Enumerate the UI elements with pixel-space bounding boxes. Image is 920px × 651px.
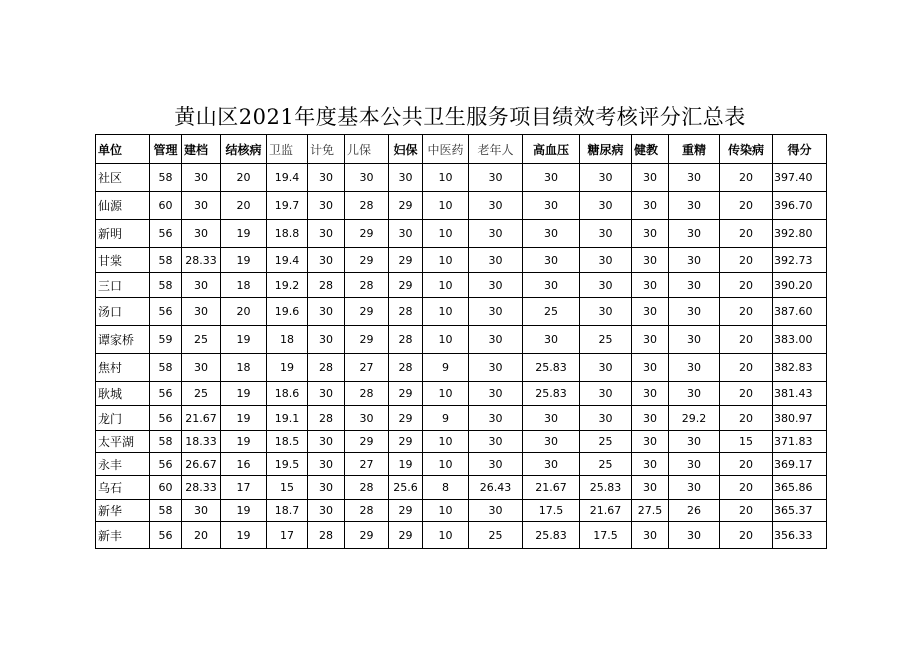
cell-hypertension: 30 [523, 192, 580, 220]
cell-hypertension: 30 [523, 248, 580, 273]
cell-tcm: 10 [423, 248, 469, 273]
cell-immunization: 30 [308, 298, 345, 326]
cell-management: 58 [150, 431, 182, 453]
cell-mental-health: 30 [669, 382, 720, 406]
cell-elderly: 30 [469, 326, 523, 354]
cell-diabetes: 25 [580, 431, 632, 453]
cell-records: 21.67 [182, 406, 221, 431]
cell-score: 369.17 [773, 453, 827, 476]
cell-score: 382.83 [773, 354, 827, 382]
cell-diabetes: 25 [580, 326, 632, 354]
cell-unit: 三口 [96, 273, 150, 298]
cell-immunization: 30 [308, 500, 345, 522]
cell-health-education: 30 [632, 326, 669, 354]
table-row-longmen [96, 406, 827, 431]
cell-immunization: 30 [308, 164, 345, 192]
cell-tuberculosis: 20 [221, 164, 267, 192]
cell-tcm: 10 [423, 453, 469, 476]
header-cell-hypertension: 高血压 [523, 135, 580, 164]
cell-tuberculosis: 19 [221, 522, 267, 549]
table-row-xinming [96, 220, 827, 248]
cell-elderly: 26.43 [469, 476, 523, 500]
cell-hypertension: 17.5 [523, 500, 580, 522]
cell-maternal-care: 29 [389, 192, 423, 220]
cell-management: 60 [150, 192, 182, 220]
cell-health-supervision: 19.6 [267, 298, 308, 326]
cell-management: 56 [150, 406, 182, 431]
header-cell-records: 建档 [182, 135, 221, 164]
cell-diabetes: 25 [580, 453, 632, 476]
cell-tcm: 10 [423, 431, 469, 453]
cell-maternal-care: 29 [389, 382, 423, 406]
cell-diabetes: 25.83 [580, 476, 632, 500]
cell-records: 30 [182, 500, 221, 522]
cell-maternal-care: 28 [389, 298, 423, 326]
cell-child-care: 29 [345, 522, 389, 549]
cell-child-care: 28 [345, 192, 389, 220]
table-row-jiaocun [96, 354, 827, 382]
cell-immunization: 30 [308, 220, 345, 248]
cell-records: 30 [182, 220, 221, 248]
cell-health-education: 30 [632, 248, 669, 273]
cell-health-education: 30 [632, 431, 669, 453]
cell-tuberculosis: 19 [221, 406, 267, 431]
cell-infectious-disease: 20 [720, 522, 773, 549]
cell-tcm: 10 [423, 164, 469, 192]
cell-diabetes: 30 [580, 220, 632, 248]
cell-records: 30 [182, 298, 221, 326]
cell-infectious-disease: 20 [720, 354, 773, 382]
cell-infectious-disease: 20 [720, 220, 773, 248]
cell-maternal-care: 29 [389, 273, 423, 298]
cell-management: 56 [150, 298, 182, 326]
cell-tcm: 9 [423, 406, 469, 431]
score-summary-table [95, 134, 827, 549]
cell-immunization: 28 [308, 273, 345, 298]
cell-tcm: 10 [423, 382, 469, 406]
cell-unit: 谭家桥 [96, 326, 150, 354]
cell-score: 365.37 [773, 500, 827, 522]
cell-mental-health: 30 [669, 354, 720, 382]
cell-mental-health: 30 [669, 273, 720, 298]
cell-health-supervision: 18.5 [267, 431, 308, 453]
cell-hypertension: 25.83 [523, 354, 580, 382]
cell-records: 30 [182, 354, 221, 382]
cell-records: 30 [182, 192, 221, 220]
header-cell-tuberculosis: 结核病 [221, 135, 267, 164]
cell-tuberculosis: 20 [221, 298, 267, 326]
cell-unit: 新华 [96, 500, 150, 522]
cell-unit: 龙门 [96, 406, 150, 431]
cell-management: 60 [150, 476, 182, 500]
cell-tcm: 10 [423, 500, 469, 522]
cell-infectious-disease: 20 [720, 273, 773, 298]
cell-health-supervision: 18 [267, 326, 308, 354]
cell-maternal-care: 29 [389, 522, 423, 549]
cell-health-supervision: 19.1 [267, 406, 308, 431]
cell-elderly: 30 [469, 354, 523, 382]
cell-mental-health: 29.2 [669, 406, 720, 431]
cell-immunization: 30 [308, 476, 345, 500]
cell-maternal-care: 25.6 [389, 476, 423, 500]
cell-diabetes: 30 [580, 273, 632, 298]
cell-records: 20 [182, 522, 221, 549]
cell-records: 18.33 [182, 431, 221, 453]
table-row-tanjiaqiao [96, 326, 827, 354]
cell-infectious-disease: 20 [720, 164, 773, 192]
table-row-shequ [96, 164, 827, 192]
cell-diabetes: 30 [580, 164, 632, 192]
cell-tuberculosis: 19 [221, 326, 267, 354]
header-cell-diabetes: 糖尿病 [580, 135, 632, 164]
header-cell-health-supervision: 卫监 [267, 135, 308, 164]
header-row [96, 135, 827, 164]
cell-unit: 耿城 [96, 382, 150, 406]
cell-tuberculosis: 19 [221, 500, 267, 522]
cell-mental-health: 30 [669, 248, 720, 273]
cell-tuberculosis: 16 [221, 453, 267, 476]
cell-health-supervision: 17 [267, 522, 308, 549]
cell-diabetes: 17.5 [580, 522, 632, 549]
cell-tuberculosis: 18 [221, 354, 267, 382]
cell-health-education: 30 [632, 476, 669, 500]
table-row-wushi [96, 476, 827, 500]
cell-health-supervision: 19.5 [267, 453, 308, 476]
cell-score: 397.40 [773, 164, 827, 192]
cell-maternal-care: 29 [389, 431, 423, 453]
cell-child-care: 30 [345, 406, 389, 431]
cell-mental-health: 30 [669, 326, 720, 354]
cell-health-supervision: 18.6 [267, 382, 308, 406]
cell-records: 28.33 [182, 476, 221, 500]
cell-maternal-care: 29 [389, 406, 423, 431]
cell-tcm: 10 [423, 326, 469, 354]
cell-infectious-disease: 20 [720, 382, 773, 406]
cell-records: 30 [182, 273, 221, 298]
cell-management: 58 [150, 354, 182, 382]
cell-health-supervision: 18.8 [267, 220, 308, 248]
header-cell-score: 得分 [773, 135, 827, 164]
cell-diabetes: 30 [580, 298, 632, 326]
cell-maternal-care: 29 [389, 500, 423, 522]
cell-health-supervision: 19.4 [267, 164, 308, 192]
cell-tcm: 10 [423, 522, 469, 549]
cell-immunization: 28 [308, 354, 345, 382]
cell-elderly: 30 [469, 164, 523, 192]
cell-infectious-disease: 20 [720, 500, 773, 522]
cell-elderly: 30 [469, 382, 523, 406]
cell-records: 26.67 [182, 453, 221, 476]
cell-elderly: 30 [469, 453, 523, 476]
cell-health-education: 30 [632, 220, 669, 248]
cell-unit: 太平湖 [96, 431, 150, 453]
cell-maternal-care: 28 [389, 354, 423, 382]
cell-hypertension: 30 [523, 326, 580, 354]
cell-score: 381.43 [773, 382, 827, 406]
cell-tcm: 10 [423, 298, 469, 326]
cell-unit: 汤口 [96, 298, 150, 326]
cell-elderly: 30 [469, 406, 523, 431]
cell-score: 383.00 [773, 326, 827, 354]
cell-immunization: 30 [308, 453, 345, 476]
cell-elderly: 30 [469, 220, 523, 248]
cell-immunization: 30 [308, 382, 345, 406]
cell-child-care: 29 [345, 298, 389, 326]
table-row-tangkou [96, 298, 827, 326]
cell-health-education: 30 [632, 382, 669, 406]
cell-health-education: 30 [632, 453, 669, 476]
cell-tcm: 10 [423, 220, 469, 248]
cell-hypertension: 30 [523, 164, 580, 192]
cell-infectious-disease: 20 [720, 453, 773, 476]
table-row-xinfeng [96, 522, 827, 549]
cell-child-care: 27 [345, 453, 389, 476]
table-row-taipinghu [96, 431, 827, 453]
cell-immunization: 30 [308, 431, 345, 453]
cell-health-supervision: 18.7 [267, 500, 308, 522]
cell-health-education: 30 [632, 192, 669, 220]
cell-unit: 仙源 [96, 192, 150, 220]
cell-elderly: 30 [469, 298, 523, 326]
cell-unit: 新丰 [96, 522, 150, 549]
cell-score: 392.80 [773, 220, 827, 248]
cell-management: 58 [150, 500, 182, 522]
cell-health-supervision: 19.4 [267, 248, 308, 273]
header-cell-child-care: 儿保 [345, 135, 389, 164]
cell-records: 30 [182, 164, 221, 192]
cell-mental-health: 26 [669, 500, 720, 522]
cell-unit: 社区 [96, 164, 150, 192]
table-row-gengcheng [96, 382, 827, 406]
cell-hypertension: 30 [523, 453, 580, 476]
cell-health-education: 30 [632, 298, 669, 326]
cell-infectious-disease: 15 [720, 431, 773, 453]
cell-health-education: 30 [632, 522, 669, 549]
table-row-xinhua [96, 500, 827, 522]
cell-elderly: 30 [469, 248, 523, 273]
cell-health-education: 30 [632, 406, 669, 431]
cell-score: 396.70 [773, 192, 827, 220]
cell-health-supervision: 19 [267, 354, 308, 382]
cell-mental-health: 30 [669, 476, 720, 500]
cell-infectious-disease: 20 [720, 326, 773, 354]
cell-health-supervision: 15 [267, 476, 308, 500]
cell-records: 25 [182, 326, 221, 354]
cell-diabetes: 30 [580, 382, 632, 406]
cell-mental-health: 30 [669, 453, 720, 476]
cell-health-supervision: 19.7 [267, 192, 308, 220]
header-cell-elderly: 老年人 [469, 135, 523, 164]
cell-tuberculosis: 17 [221, 476, 267, 500]
cell-records: 28.33 [182, 248, 221, 273]
header-cell-health-education: 健教 [632, 135, 669, 164]
cell-management: 56 [150, 220, 182, 248]
cell-child-care: 29 [345, 431, 389, 453]
cell-health-education: 30 [632, 354, 669, 382]
cell-mental-health: 30 [669, 431, 720, 453]
cell-score: 387.60 [773, 298, 827, 326]
cell-hypertension: 21.67 [523, 476, 580, 500]
cell-diabetes: 21.67 [580, 500, 632, 522]
table-row-xianyuan [96, 192, 827, 220]
cell-infectious-disease: 20 [720, 476, 773, 500]
cell-score: 371.83 [773, 431, 827, 453]
cell-hypertension: 30 [523, 431, 580, 453]
cell-health-education: 30 [632, 164, 669, 192]
cell-tuberculosis: 20 [221, 192, 267, 220]
cell-score: 380.97 [773, 406, 827, 431]
cell-mental-health: 30 [669, 522, 720, 549]
cell-child-care: 28 [345, 476, 389, 500]
table-row-yongfeng [96, 453, 827, 476]
cell-tuberculosis: 19 [221, 220, 267, 248]
cell-hypertension: 25 [523, 298, 580, 326]
cell-elderly: 25 [469, 522, 523, 549]
cell-immunization: 30 [308, 248, 345, 273]
cell-maternal-care: 28 [389, 326, 423, 354]
cell-infectious-disease: 20 [720, 248, 773, 273]
page-title: 黄山区2021年度基本公共卫生服务项目绩效考核评分汇总表 [174, 105, 746, 129]
cell-tuberculosis: 18 [221, 273, 267, 298]
cell-child-care: 27 [345, 354, 389, 382]
cell-immunization: 30 [308, 326, 345, 354]
header-cell-mental-health: 重精 [669, 135, 720, 164]
cell-health-education: 27.5 [632, 500, 669, 522]
table-row-sankou [96, 273, 827, 298]
cell-tcm: 9 [423, 354, 469, 382]
cell-hypertension: 25.83 [523, 382, 580, 406]
cell-management: 58 [150, 164, 182, 192]
cell-diabetes: 30 [580, 354, 632, 382]
cell-tcm: 8 [423, 476, 469, 500]
cell-hypertension: 30 [523, 273, 580, 298]
cell-hypertension: 30 [523, 220, 580, 248]
cell-score: 390.20 [773, 273, 827, 298]
cell-tcm: 10 [423, 273, 469, 298]
cell-score: 365.86 [773, 476, 827, 500]
cell-score: 392.73 [773, 248, 827, 273]
cell-mental-health: 30 [669, 298, 720, 326]
header-cell-immunization: 计免 [308, 135, 345, 164]
cell-immunization: 28 [308, 522, 345, 549]
cell-infectious-disease: 20 [720, 406, 773, 431]
cell-unit: 永丰 [96, 453, 150, 476]
cell-management: 59 [150, 326, 182, 354]
cell-tcm: 10 [423, 192, 469, 220]
header-cell-infectious-disease: 传染病 [720, 135, 773, 164]
cell-child-care: 30 [345, 164, 389, 192]
cell-mental-health: 30 [669, 220, 720, 248]
cell-health-education: 30 [632, 273, 669, 298]
cell-mental-health: 30 [669, 164, 720, 192]
cell-diabetes: 30 [580, 192, 632, 220]
cell-score: 356.33 [773, 522, 827, 549]
cell-child-care: 28 [345, 500, 389, 522]
cell-elderly: 30 [469, 500, 523, 522]
cell-elderly: 30 [469, 431, 523, 453]
cell-maternal-care: 19 [389, 453, 423, 476]
cell-child-care: 29 [345, 326, 389, 354]
cell-infectious-disease: 20 [720, 298, 773, 326]
cell-tuberculosis: 19 [221, 431, 267, 453]
cell-mental-health: 30 [669, 192, 720, 220]
cell-unit: 甘棠 [96, 248, 150, 273]
cell-management: 56 [150, 522, 182, 549]
cell-unit: 乌石 [96, 476, 150, 500]
cell-elderly: 30 [469, 273, 523, 298]
cell-diabetes: 30 [580, 406, 632, 431]
table-row-gantang [96, 248, 827, 273]
cell-diabetes: 30 [580, 248, 632, 273]
header-cell-maternal-care: 妇保 [389, 135, 423, 164]
cell-child-care: 28 [345, 382, 389, 406]
cell-immunization: 28 [308, 406, 345, 431]
cell-unit: 新明 [96, 220, 150, 248]
cell-maternal-care: 29 [389, 248, 423, 273]
cell-management: 56 [150, 382, 182, 406]
header-cell-tcm: 中医药 [423, 135, 469, 164]
cell-maternal-care: 30 [389, 220, 423, 248]
cell-hypertension: 30 [523, 406, 580, 431]
cell-hypertension: 25.83 [523, 522, 580, 549]
cell-management: 56 [150, 453, 182, 476]
cell-records: 25 [182, 382, 221, 406]
cell-elderly: 30 [469, 192, 523, 220]
cell-maternal-care: 30 [389, 164, 423, 192]
header-cell-unit: 单位 [96, 135, 150, 164]
cell-tuberculosis: 19 [221, 248, 267, 273]
cell-child-care: 28 [345, 273, 389, 298]
cell-management: 58 [150, 273, 182, 298]
cell-infectious-disease: 20 [720, 192, 773, 220]
cell-child-care: 29 [345, 248, 389, 273]
cell-management: 58 [150, 248, 182, 273]
cell-tuberculosis: 19 [221, 382, 267, 406]
cell-unit: 焦村 [96, 354, 150, 382]
cell-child-care: 29 [345, 220, 389, 248]
cell-immunization: 30 [308, 192, 345, 220]
header-cell-management: 管理 [150, 135, 182, 164]
cell-health-supervision: 19.2 [267, 273, 308, 298]
